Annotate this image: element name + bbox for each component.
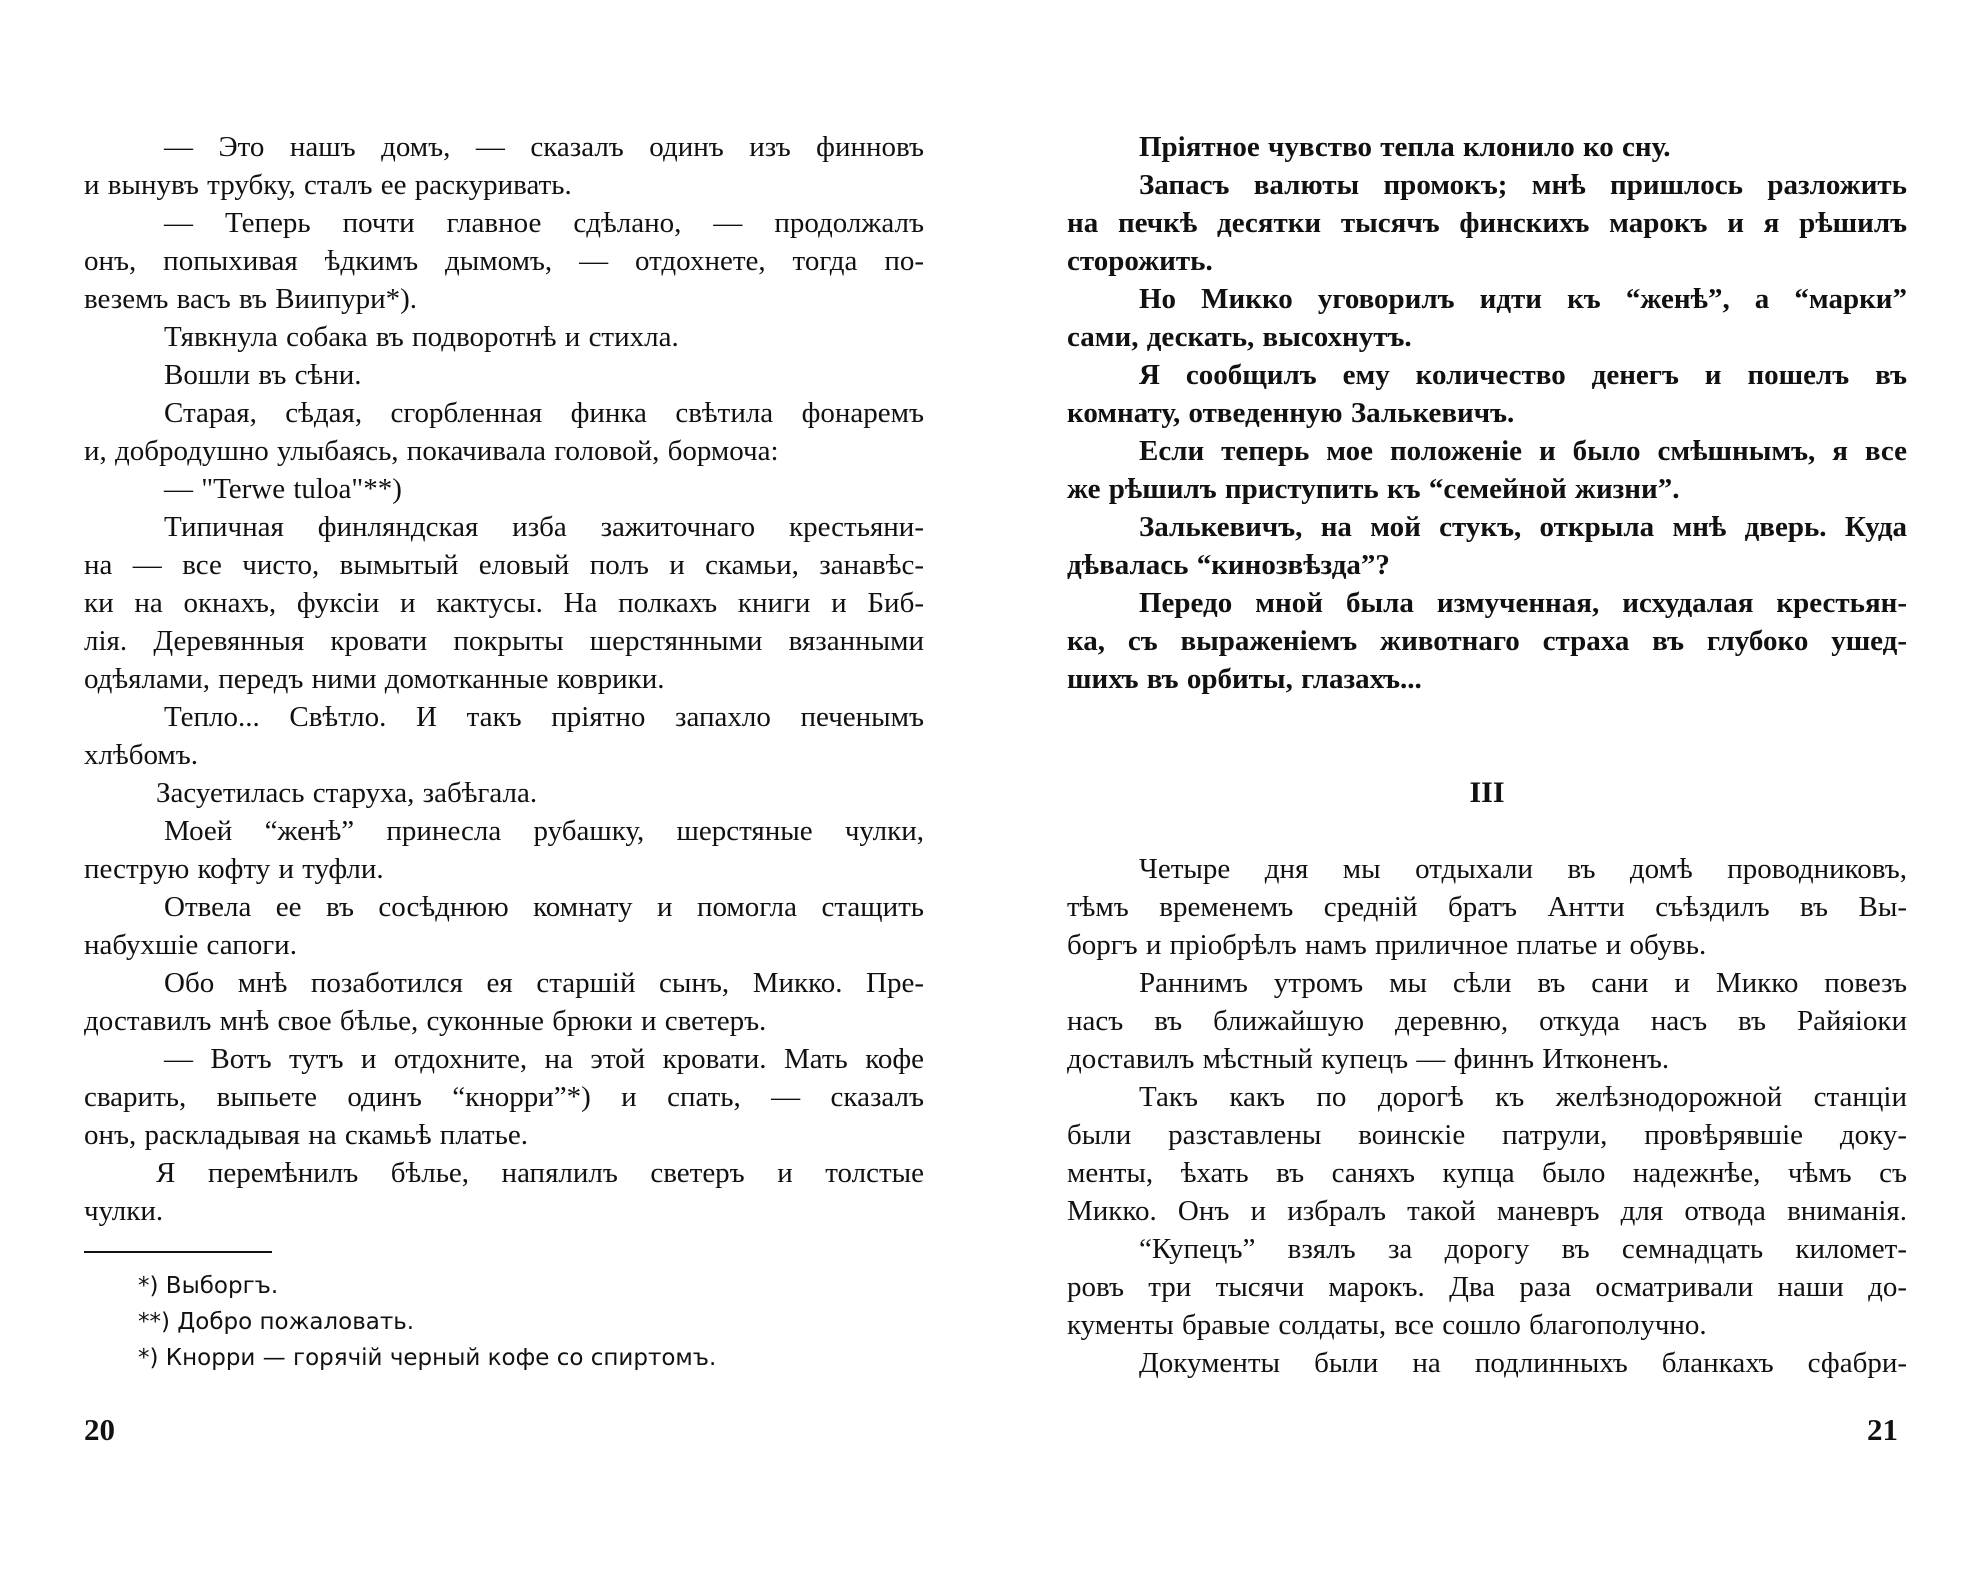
text-line: — Теперь почти главное сдѣлано, — продолжалъ [164, 207, 924, 239]
text-line: пеструю кофту и туфли. [84, 853, 384, 885]
text-line: ровъ три тысячи марокъ. Два раза осматривали наши до- [1067, 1271, 1907, 1303]
text-line: доставилъ мнѣ свое бѣлье, суконные брюки и светеръ. [84, 1005, 767, 1037]
text-line: набухшіе сапоги. [84, 929, 297, 961]
text-line: Пріятное чувство тепла клонило ко сну. [1139, 131, 1671, 163]
footnotes [138, 1268, 898, 1376]
text-line: чулки. [84, 1195, 164, 1227]
text-line: были разставлены воинскіе патрули, провѣрявшіе доку- [1067, 1119, 1907, 1151]
text-line: Передо мной была измученная, исхудалая крестьян- [1139, 587, 1907, 619]
text-line: — Вотъ тутъ и отдохните, на этой кровати. Мать кофе [164, 1043, 924, 1075]
footnote: **) Добро пожаловать. [138, 1309, 415, 1335]
text-line: Типичная финляндская изба зажиточнаго крестьяни- [164, 511, 924, 543]
text-line: и, добродушно улыбаясь, покачивала головой, бормоча: [84, 435, 779, 467]
text-line: тѣмъ временемъ средній братъ Антти съѣздилъ въ Вы- [1067, 891, 1907, 923]
text-line: Залькевичъ, на мой стукъ, открыла мнѣ дверь. Куда [1139, 511, 1907, 543]
text-line: на — все чисто, вымытый еловый полъ и скамьи, занавѣс- [84, 549, 924, 581]
text-line: Я перемѣнилъ бѣлье, напялилъ светеръ и толстые [156, 1157, 924, 1189]
text-line: хлѣбомъ. [84, 739, 199, 771]
text-line: Но Микко уговорилъ идти къ “женѣ”, а “марки” [1139, 283, 1907, 315]
text-line: на печкѣ десятки тысячъ финскихъ марокъ и я рѣшилъ [1067, 207, 1907, 239]
right-page [1067, 128, 1907, 1382]
text-line: кументы бравые солдаты, все сошло благополучно. [1067, 1309, 1707, 1341]
text-line: Старая, сѣдая, сгорбленная финка свѣтила фонаремъ [164, 397, 924, 429]
text-line: Тявкнула собака въ подворотнѣ и стихла. [164, 321, 679, 353]
text-line: Моей “женѣ” принесла рубашку, шерстяные чулки, [164, 815, 924, 847]
text-line: Засуетилась старуха, забѣгала. [156, 777, 538, 809]
footnote-divider [84, 1251, 272, 1253]
text-line: Микко. Онъ и избралъ такой маневръ для отвода вниманія. [1067, 1195, 1907, 1227]
footnote: *) Кнорри — горячій черный кофе со спиртомъ. [138, 1345, 717, 1371]
text-line: онъ, раскладывая на скамьѣ платье. [84, 1119, 528, 1151]
text-line: Если теперь мое положеніе и было смѣшнымъ, я все [1139, 435, 1907, 467]
text-line: веземъ васъ въ Виипури*). [84, 283, 418, 315]
text-line: Вошли въ сѣни. [164, 359, 362, 391]
text-line: Четыре дня мы отдыхали въ домѣ проводниковъ, [1139, 853, 1907, 885]
text-line: Запасъ валюты промокъ; мнѣ пришлось разложить [1139, 169, 1907, 201]
text-line: онъ, попыхивая ѣдкимъ дымомъ, — отдохнете, тогда по- [84, 245, 924, 277]
text-line: дѣвалась “кинозвѣзда”? [1067, 549, 1390, 581]
text-line: боргъ и пріобрѣлъ намъ приличное платье и обувь. [1067, 929, 1707, 961]
section-heading: III [1469, 776, 1505, 809]
text-line: “Купецъ” взялъ за дорогу въ семнадцать километ- [1139, 1233, 1907, 1265]
text-line: Обо мнѣ позаботился ея старшій сынъ, Микко. Пре- [164, 967, 924, 999]
text-line: же рѣшилъ приступить къ “семейной жизни”. [1067, 473, 1680, 505]
text-line: Документы были на подлинныхъ бланкахъ сфабри- [1139, 1347, 1907, 1379]
text-line: ки на окнахъ, фуксіи и кактусы. На полкахъ книги и Биб- [84, 587, 924, 619]
text-line: шихъ въ орбиты, глазахъ... [1067, 663, 1422, 695]
text-line: лія. Деревянныя кровати покрыты шерстянными вязанными [84, 625, 924, 657]
text-line: — Это нашъ домъ, — сказалъ одинъ изъ финновъ [164, 131, 924, 163]
page-number-left: 20 [84, 1412, 115, 1447]
text-line: Тепло... Свѣтло. И такъ пріятно запахло печенымъ [164, 701, 924, 733]
text-line: сварить, выпьете одинъ “кнорри”*) и спать, — сказалъ [84, 1081, 924, 1113]
text-line: Раннимъ утромъ мы сѣли въ сани и Микко повезъ [1139, 967, 1907, 999]
text-line: менты, ѣхать въ саняхъ купца было надежнѣе, чѣмъ съ [1067, 1157, 1907, 1189]
page-number-right: 21 [1867, 1412, 1898, 1447]
text-line: Отвела ее въ сосѣднюю комнату и помогла стащить [164, 891, 924, 923]
text-line: насъ въ ближайшую деревню, откуда насъ въ Райяіоки [1067, 1005, 1907, 1037]
text-line: и вынувъ трубку, сталъ ее раскуривать. [84, 169, 572, 201]
text-line: Я сообщилъ ему количество денегъ и пошелъ въ [1139, 359, 1907, 391]
text-line: комнату, отведенную Залькевичъ. [1067, 397, 1515, 429]
left-page [84, 128, 924, 1230]
text-line: ка, съ выраженіемъ животнаго страха въ глубоко ушед- [1067, 625, 1907, 657]
text-line: одѣялами, передъ ними домотканные коврики. [84, 663, 665, 695]
text-line: Такъ какъ по дорогѣ къ желѣзнодорожной станціи [1139, 1081, 1907, 1113]
text-line: сами, дескать, высохнутъ. [1067, 321, 1412, 353]
footnote: *) Выборгъ. [138, 1273, 279, 1299]
text-line: доставилъ мѣстный купецъ — финнъ Итконенъ. [1067, 1043, 1670, 1075]
text-line: сторожить. [1067, 245, 1213, 277]
text-line: — "Terwe tuloa"**) [164, 473, 402, 505]
